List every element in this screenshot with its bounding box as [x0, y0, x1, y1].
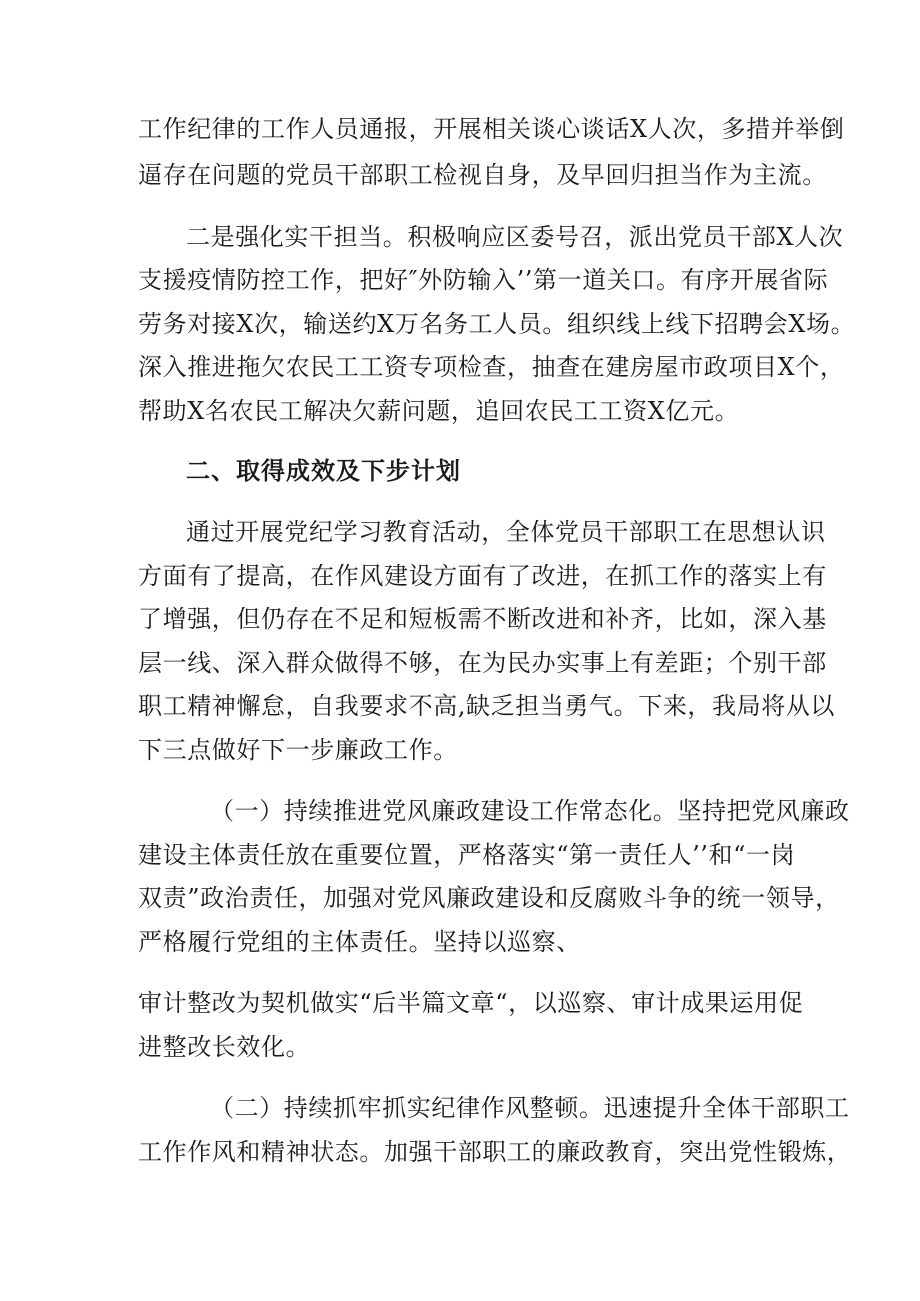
paragraph-line: 了增强，但仍存在不足和短板需不断改进和补齐，比如，深入基 — [138, 605, 827, 633]
paragraph-line: 层一线、深入群众做得不够，在为民办实事上有差距；个别干部 — [138, 649, 827, 677]
paragraph-line: 职工精神懈怠，自我要求不高,缺乏担当勇气。下来，我局将从以 — [138, 692, 836, 720]
paragraph-line: 逼存在问题的党员干部职工检视自身，及早回归担当作为主流。 — [138, 161, 827, 189]
paragraph-line: 工作作风和精神状态。加强干部职工的廉政教育，突出党性锻炼， — [138, 1138, 852, 1166]
paragraph-line: 进整改长效化。 — [138, 1033, 311, 1061]
paragraph-line: 深入推进拖欠农民工工资专项检查，抽查在建房屋市政项目X个， — [138, 353, 845, 381]
paragraph-line: 工作纪律的工作人员通报，开展相关谈心谈话X人次，多措并举倒 — [138, 115, 845, 143]
paragraph-line: （二）持续抓牢抓实纪律作风整顿。迅速提升全体干部职工 — [210, 1094, 850, 1122]
paragraph-line: 审计整改为契机做实“后半篇文章“，以巡察、审计成果运用促 — [138, 989, 804, 1017]
paragraph-line: 建设主体责任放在重要位置，严格落实“第一责任人’’和“一岗 — [138, 841, 796, 869]
paragraph-line: 二是强化实干担当。积极响应区委号召，派出党员干部X人次 — [186, 223, 844, 251]
paragraph-line: 通过开展党纪学习教育活动，全体党员干部职工在思想认识 — [186, 518, 826, 546]
paragraph-line: 下三点做好下一步廉政工作。 — [138, 736, 458, 764]
section-heading: 二、取得成效及下步计划 — [186, 457, 461, 485]
paragraph-line: 双责”政治责任，加强对党风廉政建设和反腐败斗争的统一领导， — [138, 884, 840, 912]
paragraph-line: 支援疫情防控工作，把好″外防输入’’第一道关口。有序开展省际 — [138, 266, 829, 294]
paragraph-line: 方面有了提高，在作风建设方面有了改进，在抓工作的落实上有 — [138, 562, 827, 590]
paragraph-line: （一）持续推进党风廉政建设工作常态化。坚持把党风廉政 — [210, 797, 850, 825]
paragraph-line: 帮助X名农民工解决欠薪问题，追回农民工工资X亿元。 — [138, 397, 740, 425]
paragraph-line: 劳务对接X次，输送约X万名务工人员。组织线上线下招聘会X场。 — [138, 310, 856, 338]
paragraph-line: 严格履行党组的主体责任。坚持以巡察、 — [138, 928, 581, 956]
